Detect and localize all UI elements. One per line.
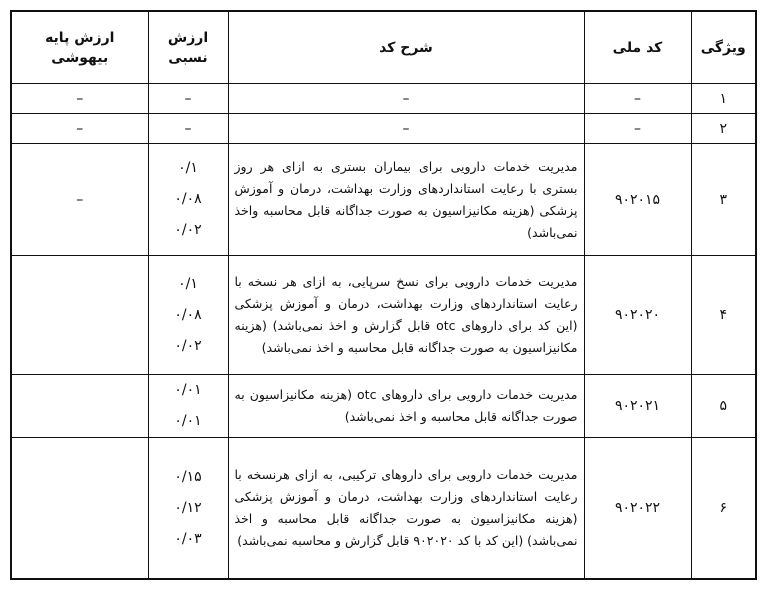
header-relative-value: ارزش نسبی — [148, 11, 228, 84]
row-relative-value: – — [148, 84, 228, 114]
row-anesthesia: – — [11, 84, 148, 114]
table-body — [11, 84, 756, 580]
relative-value: ۰/۰۳ — [174, 530, 202, 547]
row-code: – — [584, 84, 691, 114]
relative-value: ۰/۱۵ — [174, 468, 202, 485]
row-description: مدیریت خدمات دارویی برای داروهای otc (هزینه مکانیزاسیون به صورت جداگانه قابل محاسبه و اخذ نمی‌باشد) — [228, 375, 584, 438]
table-row — [11, 256, 756, 375]
header-national-code: کد ملی — [584, 11, 691, 84]
row-relative-value: – — [148, 114, 228, 144]
row-anesthesia — [11, 256, 148, 375]
row-feature: ۵ — [691, 375, 756, 438]
row-code: ۹۰۲۰۲۱ — [584, 375, 691, 438]
table-row — [11, 144, 756, 256]
relative-value: ۰/۰۲ — [174, 337, 202, 354]
row-relative-values — [148, 438, 228, 580]
row-code: ۹۰۲۰۲۰ — [584, 256, 691, 375]
row-code: – — [584, 114, 691, 144]
relative-value: ۰/۰۲ — [174, 222, 202, 238]
row-description: مدیریت خدمات دارویی برای نسخ سرپایی، به ازای هر نسخه با رعایت استانداردهای وزارت بهداشت، درمان و آموزش پزشکی (این کد برای داروهای otc قابل گزارش و اخذ نمی‌باشد) (هزینه مکانیزاسیون به صورت جداگانه قابل محاسبه و اخذ نمی‌باشد) — [228, 256, 584, 375]
header-description: شرح کد — [228, 11, 584, 84]
row-feature: ۶ — [691, 438, 756, 580]
row-feature: ۱ — [691, 84, 756, 114]
table-header — [11, 11, 756, 84]
relative-value: ۰/۰۸ — [174, 306, 202, 323]
row-relative-values — [148, 375, 228, 438]
row-anesthesia: – — [11, 114, 148, 144]
row-feature: ۴ — [691, 256, 756, 375]
row-anesthesia — [11, 375, 148, 438]
row-feature: ۲ — [691, 114, 756, 144]
header-feature: ویژگی — [691, 11, 756, 84]
row-anesthesia — [11, 438, 148, 580]
row-description: مدیریت خدمات دارویی برای بیماران بستری به ازای هر روز بستری با رعایت استانداردهای وزارت بهداشت، درمان و آموزش پزشکی (هزینه مکانیزاسیون به صورت جداگانه قابل محاسبه واخذ نمی‌باشد) — [228, 144, 584, 256]
relative-value: ۰/۰۱ — [174, 382, 202, 398]
table-row — [11, 438, 756, 580]
relative-value: ۰/۱ — [178, 160, 198, 176]
row-description: مدیریت خدمات دارویی برای داروهای ترکیبی، به ازای هرنسخه با رعایت استانداردهای وزارت بهداشت، درمان و آموزش پزشکی (هزینه مکانیزاسیون به صورت جداگانه قابل محاسبه و اخذ نمی‌باشد) (این کد با کد ۹۰۲۰۲۰ قابل گزارش و محاسبه نمی‌باشد) — [228, 438, 584, 580]
row-relative-values — [148, 144, 228, 256]
row-anesthesia: – — [11, 144, 148, 256]
relative-value: ۰/۱۲ — [174, 499, 202, 516]
row-code: ۹۰۲۰۲۲ — [584, 438, 691, 580]
header-base-anesthesia-value: ارزش پایه بیهوشی — [11, 11, 148, 84]
row-code: ۹۰۲۰۱۵ — [584, 144, 691, 256]
row-relative-values — [148, 256, 228, 375]
relative-value: ۰/۰۱ — [174, 413, 202, 429]
relative-value: ۰/۱ — [178, 275, 198, 292]
row-feature: ۳ — [691, 144, 756, 256]
table-row — [11, 114, 756, 144]
table-row — [11, 84, 756, 114]
row-description: – — [228, 114, 584, 144]
relative-value: ۰/۰۸ — [174, 191, 202, 207]
header-row — [11, 11, 756, 84]
table-row — [11, 375, 756, 438]
tariff-table — [10, 10, 757, 580]
row-description: – — [228, 84, 584, 114]
